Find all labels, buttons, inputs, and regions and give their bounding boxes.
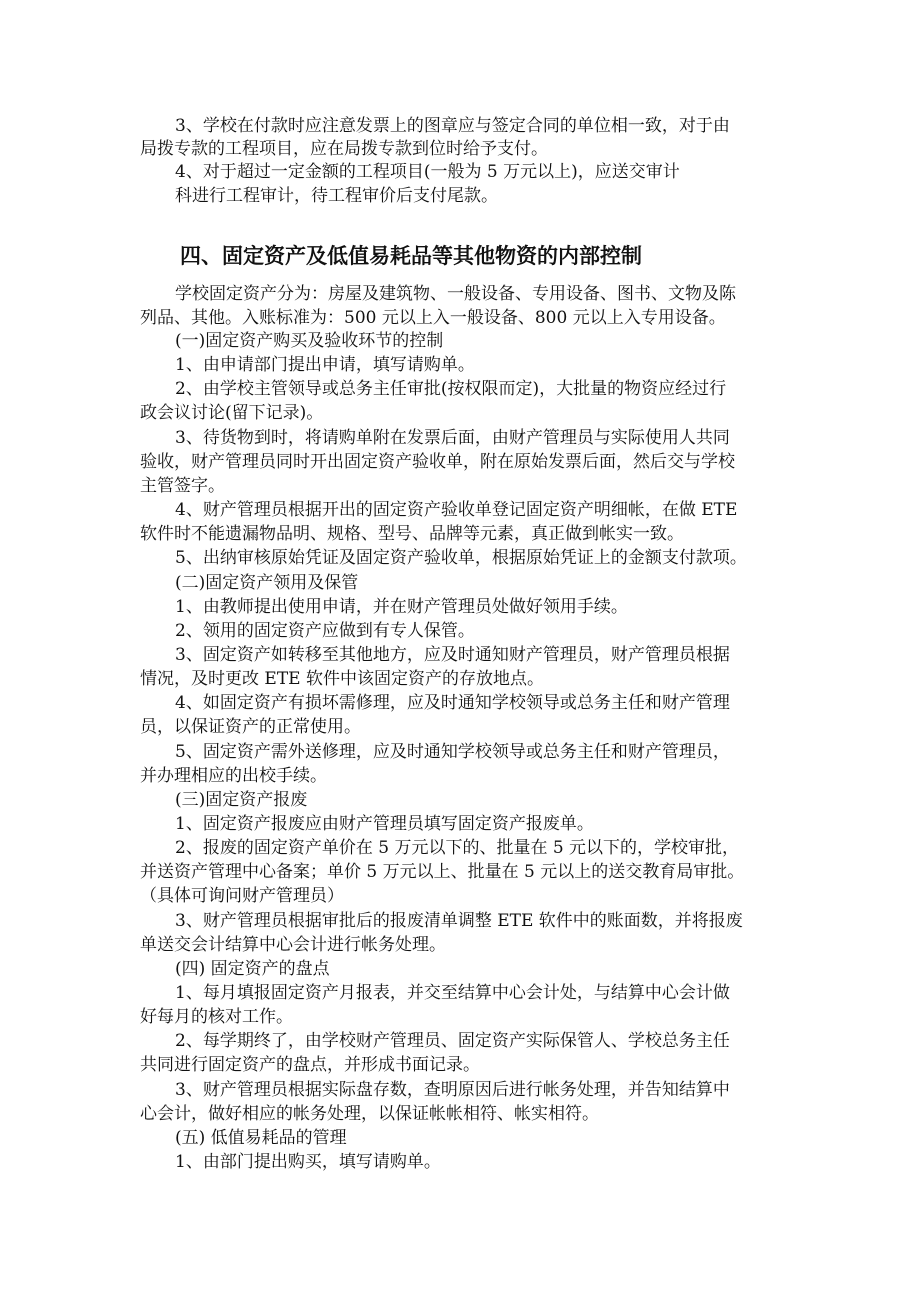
- subsection-title: (四) 固定资产的盘点: [175, 959, 330, 979]
- paragraph-line: 3、待货物到时，将请购单附在发票后面，由财产管理员与实际使用人共同: [175, 428, 730, 448]
- paragraph-line: （具体可询问财产管理员）: [140, 886, 344, 906]
- paragraph-line: 2、由学校主管领导或总务主任审批(按权限而定)，大批量的物资应经过行: [175, 379, 727, 399]
- paragraph-line: 3、财产管理员根据审批后的报废清单调整 ETE 软件中的账面数，并将报废: [175, 911, 743, 931]
- paragraph-line: 4、财产管理员根据开出的固定资产验收单登记固定资产明细帐，在做 ETE: [175, 500, 738, 520]
- paragraph-line: 4、对于超过一定金额的工程项目(一般为 5 万元以上)，应送交审计: [175, 162, 680, 182]
- paragraph-line: 共同进行固定资产的盘点，并形成书面记录。: [140, 1055, 480, 1075]
- paragraph-line: 1、由部门提出购买，填写请购单。: [175, 1152, 441, 1172]
- paragraph-line: 好每月的核对工作。: [140, 1007, 293, 1027]
- paragraph-line: 2、报废的固定资产单价在 5 万元以下的、批量在 5 元以下的，学校审批，: [175, 838, 740, 858]
- paragraph-line: 心会计，做好相应的帐务处理，以保证帐帐相符、帐实相符。: [140, 1104, 599, 1124]
- section-heading: 四、固定资产及低值易耗品等其他物资的内部控制: [180, 244, 642, 268]
- subsection-title: (一)固定资产购买及验收环节的控制: [175, 331, 444, 351]
- paragraph-line: 1、由申请部门提出申请，填写请购单。: [175, 355, 475, 375]
- paragraph-line: 5、固定资产需外送修理，应及时通知学校领导或总务主任和财产管理员，: [175, 742, 730, 762]
- paragraph-line: 并办理相应的出校手续。: [140, 766, 327, 786]
- paragraph-line: 科进行工程审计，待工程审价后支付尾款。: [175, 186, 498, 206]
- paragraph-line: 局拨专款的工程项目，应在局拨专款到位时给予支付。: [140, 139, 548, 159]
- paragraph-line: 3、固定资产如转移至其他地方，应及时通知财产管理员，财产管理员根据: [175, 645, 730, 665]
- paragraph-line: 情况，及时更改 ETE 软件中该固定资产的存放地点。: [140, 669, 544, 689]
- subsection-title: (二)固定资产领用及保管: [175, 573, 359, 593]
- paragraph-line: 员，以保证资产的正常使用。: [140, 717, 361, 737]
- paragraph-line: 验收，财产管理员同时开出固定资产验收单，附在原始发票后面，然后交与学校: [140, 452, 735, 472]
- paragraph-line: 1、每月填报固定资产月报表，并交至结算中心会计处，与结算中心会计做: [175, 983, 730, 1003]
- subsection-title: (三)固定资产报废: [175, 790, 308, 810]
- paragraph-line: 1、由教师提出使用申请，并在财产管理员处做好领用手续。: [175, 597, 628, 617]
- paragraph-line: 并送资产管理中心备案；单价 5 万元以上、批量在 5 元以上的送交教育局审批。: [140, 862, 745, 882]
- paragraph-line: 3、财产管理员根据实际盘存数，查明原因后进行帐务处理，并告知结算中: [175, 1080, 730, 1100]
- paragraph-line: 政会议讨论(留下记录)。: [140, 403, 324, 423]
- paragraph-line: 列品、其他。入账标准为：500 元以上入一般设备、800 元以上入专用设备。: [140, 308, 726, 328]
- paragraph-line: 1、固定资产报废应由财产管理员填写固定资产报废单。: [175, 814, 594, 834]
- paragraph-line: 单送交会计结算中心会计进行帐务处理。: [140, 935, 446, 955]
- paragraph-line: 3、学校在付款时应注意发票上的图章应与签定合同的单位相一致，对于由: [175, 116, 730, 136]
- paragraph-line: 主管签字。: [140, 476, 225, 496]
- paragraph-line: 4、如固定资产有损坏需修理，应及时通知学校领导或总务主任和财产管理: [175, 693, 730, 713]
- paragraph-line: 2、每学期终了，由学校财产管理员、固定资产实际保管人、学校总务主任: [175, 1031, 730, 1051]
- subsection-title: (五) 低值易耗品的管理: [175, 1128, 347, 1148]
- paragraph-line: 学校固定资产分为：房屋及建筑物、一般设备、专用设备、图书、文物及陈: [175, 284, 736, 304]
- paragraph-line: 2、领用的固定资产应做到有专人保管。: [175, 621, 475, 641]
- paragraph-line: 5、出纳审核原始凭证及固定资产验收单，根据原始凭证上的金额支付款项。: [175, 548, 747, 568]
- paragraph-line: 软件时不能遗漏物品明、规格、型号、品牌等元素，真正做到帐实一致。: [140, 524, 684, 544]
